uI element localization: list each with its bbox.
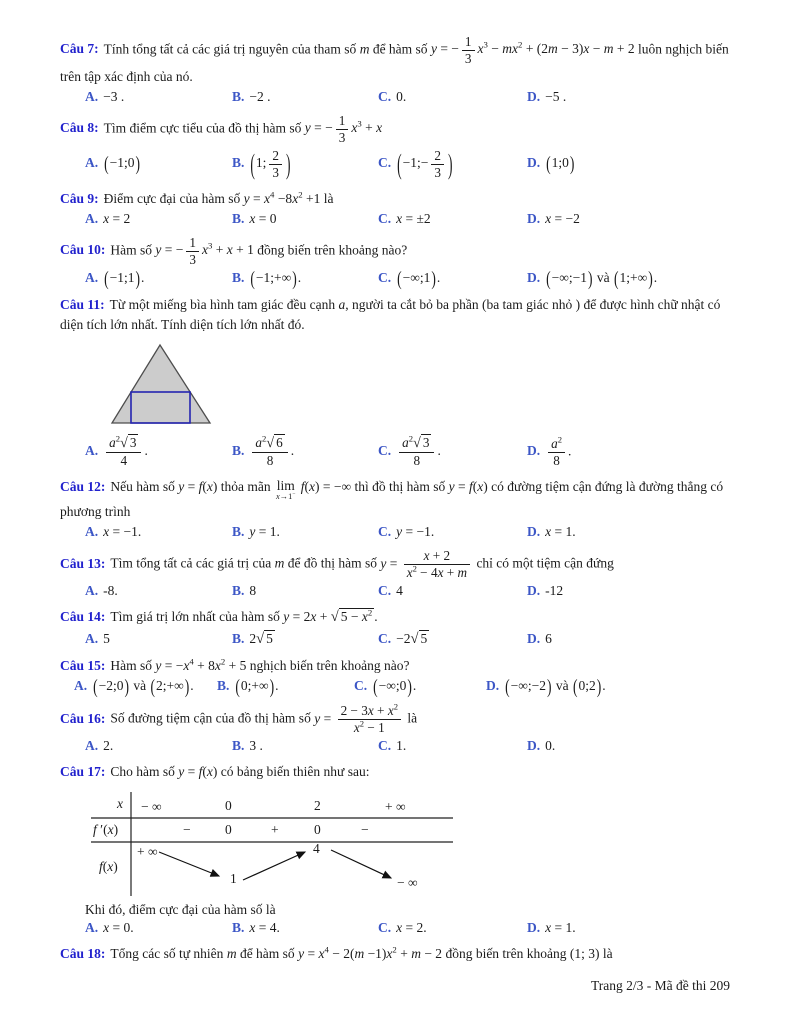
option-letter: A. (85, 920, 99, 936)
question-text (60, 189, 730, 209)
arrow-down-2 (331, 850, 391, 878)
option-value: (0;+∞). (235, 675, 279, 698)
option-d (527, 152, 730, 175)
option-letter: A. (85, 269, 99, 285)
option-letter: C. (378, 582, 392, 598)
question-text (60, 477, 730, 522)
option-letter: D. (527, 582, 541, 598)
option-letter: A. (85, 155, 99, 171)
option-value: (−∞;1). (397, 266, 441, 290)
option-value: x = 0. (103, 920, 134, 936)
question-label: Câu 16: (60, 710, 106, 726)
options-row (60, 89, 730, 105)
options-row (60, 920, 730, 936)
option-letter: D. (527, 920, 541, 936)
option-value: x = ±2 (396, 210, 431, 226)
options-row (60, 148, 730, 181)
option-value: x = −1. (103, 524, 142, 540)
option-letter: B. (232, 524, 245, 540)
option-b (232, 211, 378, 227)
options-row (60, 675, 730, 698)
option-c (354, 675, 486, 698)
option-letter: B. (232, 737, 245, 753)
option-d (527, 920, 730, 936)
option-value: $\frac{a^2√ 3}{8}$ . (396, 443, 441, 458)
question-text (60, 295, 730, 336)
option-d (527, 631, 730, 647)
option-b (232, 266, 378, 290)
option-c (378, 524, 527, 540)
option-letter: C. (378, 210, 392, 226)
option-a (85, 152, 232, 175)
option-letter: A. (85, 582, 99, 598)
question-label: Câu 15: (60, 657, 106, 673)
option-value: x = 0 (249, 210, 277, 226)
option-letter: B. (232, 920, 245, 936)
option-letter: C. (378, 269, 392, 285)
option-letter: D. (527, 737, 541, 753)
bbt-f-limit-right: − ∞ (397, 875, 418, 891)
option-letter: C. (378, 524, 392, 540)
option-letter: A. (85, 737, 99, 753)
question-label: Câu 8: (60, 120, 99, 136)
option-value: 2. (103, 737, 114, 753)
question-text (60, 34, 730, 87)
option-b (232, 583, 378, 599)
option-value: 4 (396, 582, 403, 598)
option-b (232, 631, 378, 648)
bbt-f-min: 1 (230, 871, 237, 887)
option-value: y = −1. (396, 524, 435, 540)
option-value: (−2;0) và (2;+∞). (93, 675, 194, 698)
question-body: Từ một miếng bìa hình tam giác đều cạnh a, người ta cắt bỏ ba phần (ba tam giác nhỏ ) để được hình chữ nhật có diện tích lớn nhất. Tính diện tích lớn nhất đó. (60, 296, 721, 332)
option-letter: D. (527, 524, 541, 540)
question-label: Câu 11: (60, 296, 105, 312)
option-value: (−∞;−1) và (1;+∞). (546, 266, 658, 290)
option-c (378, 435, 527, 469)
option-d (527, 211, 730, 227)
option-letter: D. (527, 155, 541, 171)
option-c (378, 583, 527, 599)
option-value: $\frac{a^2√ 6}{8}$ . (249, 443, 294, 458)
options-row (60, 266, 730, 290)
option-letter: A. (85, 210, 99, 226)
question-body: Tổng các số tự nhiên m để hàm số $y = x^4 - 2(m -1)x^2 + m - 2$ đồng biến trên khoảng (1; 3) là (110, 944, 613, 962)
question-14 (60, 607, 730, 648)
option-value: 1. (396, 737, 407, 753)
option-value: x = 2. (396, 920, 427, 936)
bbt-fprime-sign: + (271, 822, 279, 838)
question-body: Hàm số $y = -x^4 + 8x^2 + 5$ nghịch biến trên khoảng nào? (110, 656, 410, 673)
question-18 (60, 944, 730, 964)
option-value: −2√ 5 (396, 630, 428, 647)
arrow-down-1 (159, 852, 219, 876)
option-letter: D. (527, 210, 541, 226)
option-a (85, 920, 232, 936)
option-a (85, 524, 232, 540)
question-body: Tìm điểm cực tiểu của đồ thị hàm số y = − $\frac{1}{3}$ $x^3 + x$ (103, 113, 383, 145)
question-text (60, 607, 730, 629)
option-letter: D. (527, 89, 541, 104)
question-body: Điểm cực đại của hàm số $y = x^4 -8x^2 +1$ là (103, 189, 334, 206)
options-row (60, 524, 730, 540)
option-value: (1;0) (546, 152, 575, 175)
option-value: 0. (545, 737, 556, 753)
option-d (527, 89, 730, 105)
option-c (378, 631, 527, 648)
bbt-x-value: 0 (225, 798, 232, 814)
option-letter: D. (486, 678, 500, 694)
variation-table (85, 792, 457, 898)
question-label: Câu 13: (60, 555, 106, 571)
option-a (85, 211, 232, 227)
option-letter: C. (378, 920, 392, 936)
question-body: Tìm giá trị lớn nhất của hàm số y = 2x + √ $5 - x^2$ . (110, 607, 378, 625)
equilateral-triangle (112, 345, 210, 423)
arrow-up (243, 852, 305, 880)
option-letter: B. (232, 269, 245, 285)
options-row (60, 583, 730, 599)
question-text (60, 235, 730, 268)
option-d (527, 266, 730, 290)
question-body: Nếu hàm số y = f(x) thỏa mãn lim x→1− f(x) = −∞ thì đồ thị hàm số y = f(x) có đường tiệm cận đứng là đường thẳng có phương trình (60, 478, 724, 519)
option-b (232, 524, 378, 540)
option-value: x = 1. (545, 920, 576, 936)
question-label: Câu 7: (60, 41, 99, 57)
option-b (232, 920, 378, 936)
option-c (378, 89, 527, 105)
option-b (232, 435, 378, 469)
option-value: x = 4. (249, 920, 280, 936)
options-row (60, 211, 730, 227)
bbt-f-max: 4 (313, 841, 320, 857)
option-c (378, 211, 527, 227)
bbt-x-value: 2 (314, 798, 321, 814)
question-text (60, 548, 730, 581)
option-d (527, 583, 730, 599)
question-subtext: Khi đó, điểm cực đại của hàm số là (85, 902, 276, 918)
option-a (85, 266, 232, 290)
option-c (378, 920, 527, 936)
option-value: (1; $\frac{2}{3}$ ) (250, 147, 291, 180)
option-a (85, 89, 232, 105)
option-a (85, 631, 232, 647)
option-value: −2 . (249, 89, 271, 104)
option-letter: C. (378, 737, 392, 753)
option-value: (−1;0) (104, 152, 140, 175)
option-letter: C. (354, 678, 368, 694)
option-b (217, 675, 354, 698)
page-footer: Trang 2/3 - Mã đề thi 209 (591, 978, 730, 994)
option-value: x = −2 (545, 210, 580, 226)
bbt-x-label: x (117, 796, 123, 812)
option-letter: D. (527, 269, 541, 285)
question-9 (60, 189, 730, 227)
question-body: Cho hàm số y = f(x) có bảng biến thiên như sau: (110, 763, 370, 779)
options-row (60, 738, 730, 754)
bbt-x-value: + ∞ (385, 799, 406, 815)
option-letter: A. (85, 524, 99, 540)
option-b (232, 89, 378, 105)
option-b (232, 738, 378, 754)
question-16 (60, 703, 730, 754)
question-8 (60, 113, 730, 181)
option-value: x = 2 (103, 210, 131, 226)
option-letter: C. (378, 89, 392, 104)
question-body: Số đường tiệm cận của đồ thị hàm số y = $\frac{2 - 3x + x^2}{x^2 - 1}$ là (110, 701, 418, 736)
option-value: y = 1. (249, 524, 280, 540)
question-11 (60, 295, 730, 470)
bbt-fprime-sign: − (361, 822, 369, 838)
option-value: $\frac{a^2√ 3}{4}$ . (103, 443, 148, 458)
option-value: x = 1. (545, 524, 576, 540)
bbt-x-value: − ∞ (141, 799, 162, 815)
question-text (60, 944, 730, 964)
question-label: Câu 10: (60, 242, 106, 258)
option-letter: B. (232, 443, 245, 459)
option-value: 0. (396, 89, 407, 104)
question-10 (60, 234, 730, 290)
option-value: (−1;+∞). (250, 266, 302, 290)
bbt-f-label: f(x) (99, 859, 118, 875)
option-letter: C. (378, 443, 392, 459)
question-text (60, 113, 730, 146)
option-letter: D. (527, 443, 541, 459)
question-text (60, 762, 730, 782)
option-letter: C. (378, 155, 392, 171)
option-letter: C. (378, 630, 392, 646)
option-value: (−1;− $\frac{2}{3}$ ) (397, 147, 453, 180)
option-value: −5 . (545, 89, 567, 104)
question-label: Câu 12: (60, 479, 106, 495)
option-letter: B. (232, 210, 245, 226)
bbt-fprime-sign: − (183, 822, 191, 838)
question-12 (60, 477, 730, 540)
option-value: 2√ 5 (249, 630, 273, 647)
option-letter: B. (232, 155, 245, 171)
option-value: (−∞;−2) và (0;2). (505, 675, 606, 698)
option-value: $\frac{a^2}{8}$ . (545, 443, 571, 458)
option-a (74, 675, 217, 698)
question-body: Hàm số y = − $\frac{1}{3}$ $x^3 + x + 1$ đồng biến trên khoảng nào? (110, 234, 408, 267)
option-value: -12 (545, 582, 564, 598)
bbt-f-limit-left: + ∞ (137, 844, 158, 860)
question-body: Tìm tổng tất cả các giá trị của m để đồ thị hàm số y = $\frac{x + 2}{x^2 - 4x + m}$ chỉ có một tiệm cận đứng (110, 548, 614, 581)
bbt-fprime-label: f ′(x) (93, 822, 119, 838)
option-d (527, 524, 730, 540)
option-letter: A. (85, 443, 99, 459)
option-value: 8 (249, 582, 257, 598)
option-value: 5 (103, 630, 110, 646)
option-d (527, 436, 730, 469)
question-15 (60, 656, 730, 698)
option-letter: A. (85, 630, 99, 646)
option-letter: B. (232, 582, 245, 598)
option-c (378, 266, 527, 290)
option-b (232, 148, 378, 181)
question-text (60, 703, 730, 736)
option-letter: B. (217, 678, 230, 694)
option-letter: B. (232, 630, 245, 646)
options-row (60, 435, 730, 469)
question-body: Tính tổng tất cả các giá trị nguyên của tham số m để hàm số y = − $\frac{1}{3}$ $x^3 - mx^2 + (2m - 3)x - m + 2$ luôn nghịch biến trên tập xác định của nó. (60, 34, 729, 84)
option-a (85, 435, 232, 469)
bbt-fprime-sign: 0 (225, 822, 232, 838)
option-c (378, 148, 527, 181)
question-label: Câu 18: (60, 946, 106, 962)
question-text (60, 656, 730, 676)
option-letter: D. (527, 630, 541, 646)
option-a (85, 583, 232, 599)
question-label: Câu 14: (60, 608, 106, 624)
options-row (60, 631, 730, 648)
question-13 (60, 548, 730, 599)
option-value: −3 . (103, 89, 125, 104)
option-c (378, 738, 527, 754)
option-value: 6 (545, 630, 552, 646)
bbt-fprime-sign: 0 (314, 822, 321, 838)
option-a (85, 738, 232, 754)
option-value: -8. (103, 582, 118, 598)
option-d (486, 675, 730, 698)
triangle-figure (110, 341, 730, 431)
question-7 (60, 34, 730, 105)
option-d (527, 738, 730, 754)
triangle-figure-svg (110, 341, 245, 427)
option-value: (−1;1). (104, 266, 145, 290)
question-label: Câu 9: (60, 190, 99, 206)
option-value: 3 . (249, 737, 263, 753)
option-letter: A. (74, 678, 88, 694)
option-value: (−∞;0). (373, 675, 417, 698)
question-17 (60, 762, 730, 936)
option-letter: A. (85, 89, 99, 104)
option-letter: B. (232, 89, 245, 104)
question-label: Câu 17: (60, 763, 106, 779)
